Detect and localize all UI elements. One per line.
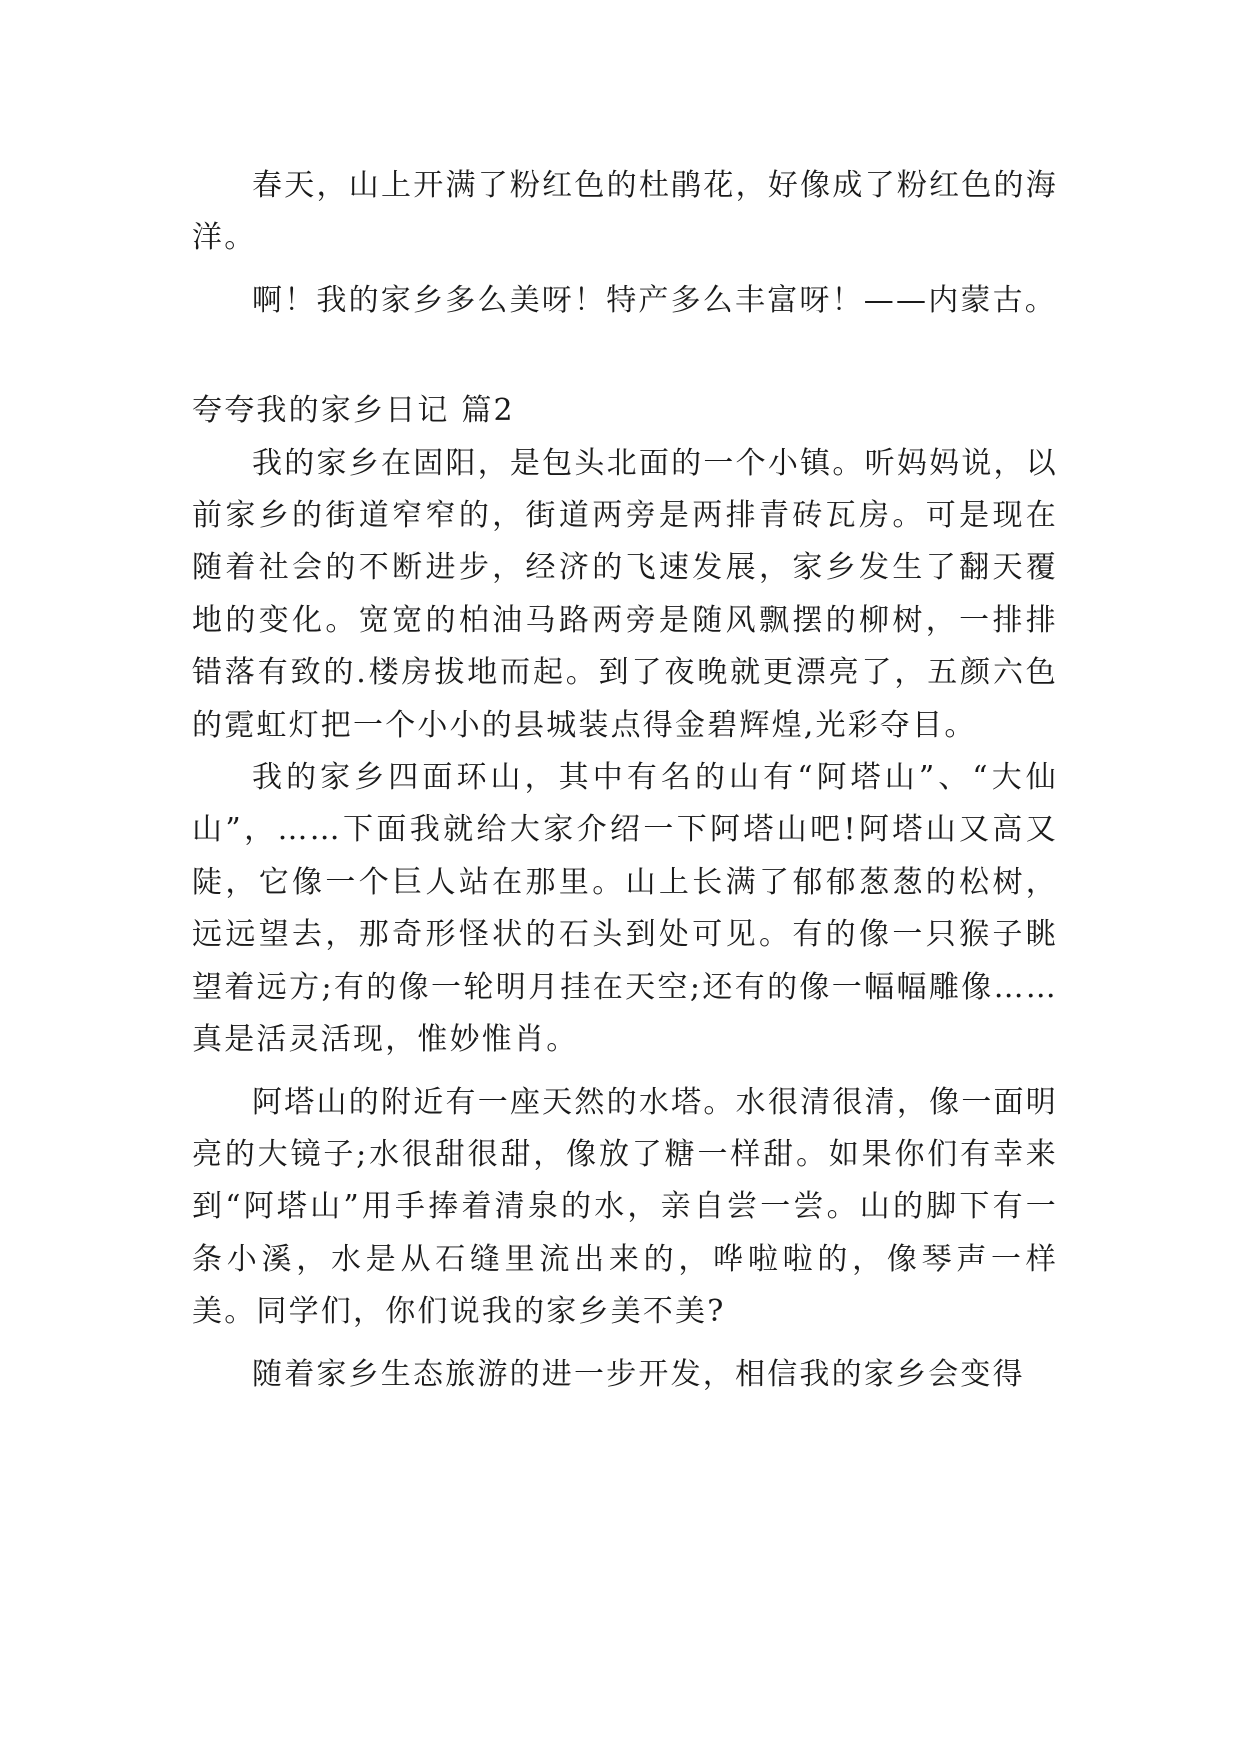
document-body (192, 160, 1058, 1401)
paragraph-exclamation: 啊！我的家乡多么美呀！特产多么丰富呀！——内蒙古。 (252, 282, 1057, 318)
section-heading: 夸夸我的家乡日记 篇2 (192, 393, 515, 429)
paragraph-hometown-intro: 我的家乡在固阳，是包头北面的一个小镇。听妈妈说，以前家乡的街道窄窄的，街道两旁是两排青砖瓦房。可是现在随着社会的不断进步，经济的飞速发展，家乡发生了翻天覆地的变化。宽宽的柏油马路两旁是随风飘摆的柳树，一排排错落有致的.楼房拔地而起。到了夜晚就更漂亮了，五颜六色的霓虹灯把一个小小的县城装点得金碧辉煌,光彩夺目。 (192, 445, 1058, 743)
paragraph-spring: 春天，山上开满了粉红色的杜鹃花，好像成了粉红色的海洋。 (192, 168, 1058, 256)
paragraph-tourism: 随着家乡生态旅游的进一步开发，相信我的家乡会变得 (252, 1356, 1025, 1392)
paragraph-water-tower: 阿塔山的附近有一座天然的水塔。水很清很清，像一面明亮的大镜子;水很甜很甜，像放了糖一样甜。如果你们有幸来到“阿塔山”用手捧着清泉的水，亲自尝一尝。山的脚下有一条小溪，水是从石缝里流出来的，哗啦啦的，像琴声一样美。同学们，你们说我的家乡美不美? (192, 1084, 1058, 1330)
paragraph-mountains: 我的家乡四面环山，其中有名的山有“阿塔山”、“大仙山”，……下面我就给大家介绍一下阿塔山吧!阿塔山又高又陡，它像一个巨人站在那里。山上长满了郁郁葱葱的松树，远远望去，那奇形怪状的石头到处可见。有的像一只猴子眺望着远方;有的像一轮明月挂在天空;还有的像一幅幅雕像……真是活灵活现，惟妙惟肖。 (192, 760, 1058, 1058)
